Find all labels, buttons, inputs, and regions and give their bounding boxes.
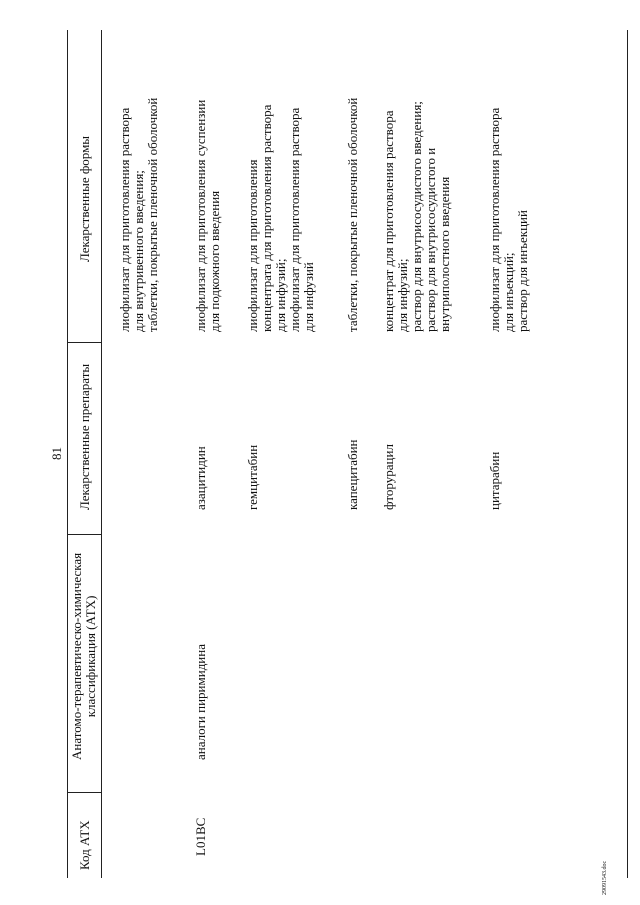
header-separator-1 xyxy=(67,792,101,793)
row-1-group: аналоги пиримидина xyxy=(193,644,208,760)
row-1-code: L01BC xyxy=(193,817,208,856)
table-top-rule xyxy=(67,30,68,878)
page-number: 81 xyxy=(49,447,64,460)
row-3-forms: таблетки, покрытые пленочной оболочкой xyxy=(345,97,360,332)
row-4-drug: фторурацил xyxy=(381,444,396,510)
row-2-forms: лиофилизат для приготовления концентрата для приготовления раствора для инфузий; лиофилизат для приготовления раствора для инфузий xyxy=(245,104,316,332)
header-code: Код АТХ xyxy=(77,820,92,870)
header-forms: Лекарственные формы xyxy=(77,135,92,262)
footer-filename: 29091543.doc xyxy=(602,860,608,895)
row-4-forms: концентрат для приготовления раствора для инфузий; раствор для внутрисосудистого введения; раствор для внутрисосудистого и внутриполостного введения xyxy=(381,101,452,332)
row-1-drug: азацитидин xyxy=(193,446,208,510)
header-separator-2 xyxy=(67,534,101,535)
table-bottom-rule xyxy=(627,30,628,878)
row-1-forms: лиофилизат для приготовления суспензии для подкожного введения xyxy=(193,99,222,332)
row-2-drug: гемцитабин xyxy=(245,444,260,510)
row-3-drug: капецитабин xyxy=(345,439,360,510)
header-drugs: Лекарственные препараты xyxy=(77,363,92,510)
row-5-drug: цитарабин xyxy=(487,451,502,510)
row-0-forms: лиофилизат для приготовления раствора для внутривенного введения; таблетки, покрытые пленочной оболочкой xyxy=(117,97,160,332)
row-5-forms: лиофилизат для приготовления раствора для инъекций; раствор для инъекций xyxy=(487,107,530,332)
header-bottom-rule xyxy=(101,30,102,878)
header-atc: Анатомо-терапевтическо-химическая классификация (АТХ) xyxy=(69,552,98,760)
header-separator-3 xyxy=(67,342,101,343)
